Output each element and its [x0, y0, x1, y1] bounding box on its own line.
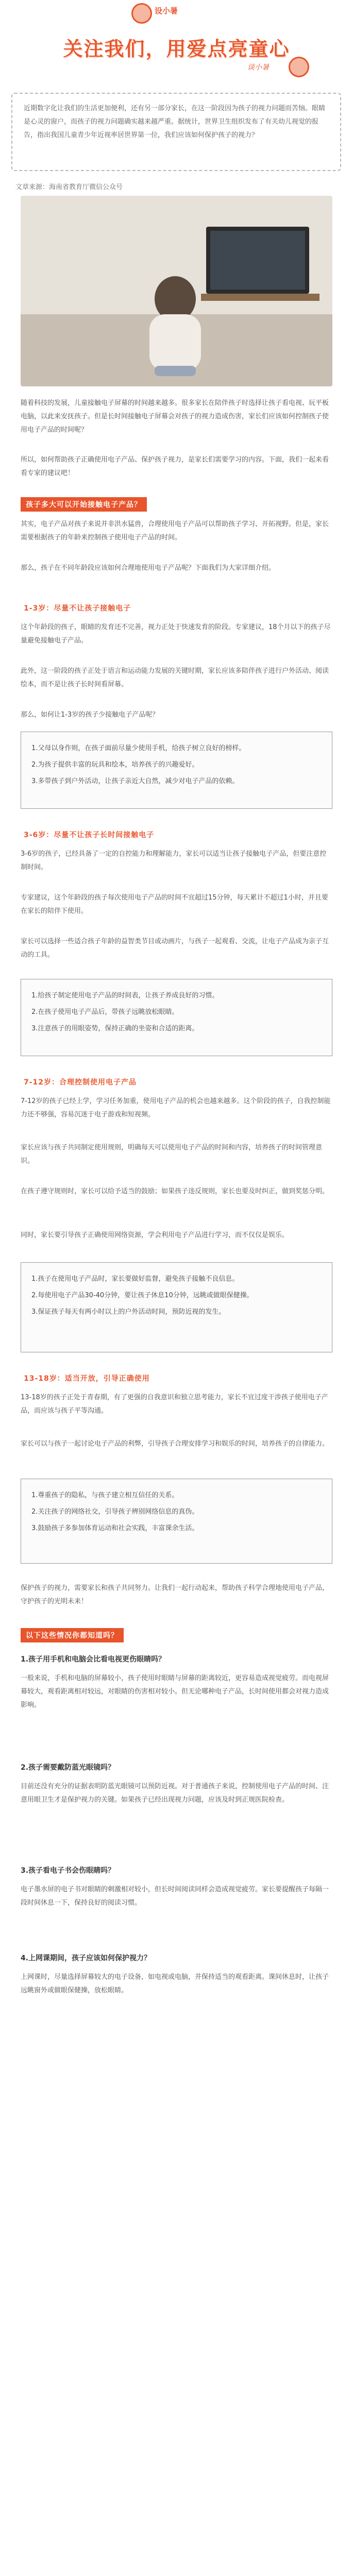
paragraph: 其实，电子产品对孩子来说并非洪水猛兽，合理使用电子产品可以帮助孩子学习、开拓视野。但是，家长需要根据孩子的年龄来控制孩子使用电子产品的时间。 [21, 520, 329, 541]
avatar [289, 57, 309, 77]
tip-item: 2.为孩子提供丰富的玩具和绘本，培养孩子的兴趣爱好。 [31, 761, 199, 769]
tip-item: 3.保证孩子每天有两小时以上的户外活动时间，预防近视的发生。 [31, 1308, 226, 1316]
avatar [131, 3, 152, 24]
paragraph: 那么，孩子在不同年龄段应该如何合理地使用电子产品呢？下面我们为大家详细介绍。 [21, 564, 276, 572]
tips-box [21, 1262, 332, 1352]
intro-box [11, 93, 341, 171]
faq-question: 2.孩子需要戴防蓝光眼镜吗？ [21, 1764, 115, 1772]
tips-box [21, 1479, 332, 1564]
header-banner [0, 0, 353, 108]
paragraph: 13-18岁的孩子正处于青春期，有了更强的自我意识和独立思考能力，家长不宜过度干涉孩子使用电子产品，而应该与孩子平等沟通。 [21, 1394, 328, 1415]
section-title: 3-6岁：尽量不让孩子长时间接触电子 [24, 831, 155, 839]
header-subtitle: 谈小暑 [247, 63, 269, 72]
faq-answer: 目前还没有充分的证据表明防蓝光眼镜可以预防近视。对于普通孩子来说，控制使用电子产品的时间、注意用眼卫生才是保护视力的关键。如果孩子已经出现视力问题，应该及时到正规医院检查。 [21, 1783, 329, 1804]
paragraph: 家长可以与孩子一起讨论电子产品的利弊，引导孩子合理安排学习和娱乐的时间，培养孩子的自律能力。 [21, 1440, 329, 1448]
paragraph: 随着科技的发展，儿童接触电子屏幕的时间越来越多。很多家长在陪伴孩子时选择让孩子看电视、玩平板电脑，以此来安抚孩子。但是长时间接触电子屏幕会对孩子的视力造成伤害，家长们应该如何控制孩子使用电子产品的时间呢？ [21, 399, 329, 434]
section-title: 1-3岁：尽量不让孩子接触电子 [24, 604, 131, 613]
paragraph: 这个年龄段的孩子，眼睛的发育还不完善，视力正处于快速发育的阶段。专家建议，18个月以下的孩子尽量避免接触电子产品。 [21, 623, 331, 645]
paragraph: 专家建议，这个年龄段的孩子每次使用电子产品的时间不宜超过15分钟，每天累计不超过1小时，并且要在家长的陪伴下使用。 [21, 894, 328, 915]
tip-item: 3.注意孩子的用眼姿势，保持正确的坐姿和合适的距离。 [31, 1025, 199, 1032]
closing-paragraph: 保护孩子的视力，需要家长和孩子共同努力。让我们一起行动起来，帮助孩子科学合理地使用电子产品，守护孩子的光明未来！ [21, 1584, 329, 1605]
tip-item: 3.多带孩子到户外活动，让孩子亲近大自然，减少对电子产品的依赖。 [31, 777, 239, 785]
tip-item: 3.鼓励孩子多参加体育运动和社会实践，丰富课余生活。 [31, 1524, 199, 1532]
child-watching-tv-photo [21, 196, 332, 386]
paragraph: 那么，如何让1-3岁的孩子少接触电子产品呢？ [21, 711, 159, 719]
tip-item: 2.关注孩子的网络社交，引导孩子辨别网络信息的真伪。 [31, 1508, 199, 1516]
faq-question: 3.孩子看电子书会伤眼睛吗？ [21, 1867, 115, 1875]
paragraph: 在孩子遵守规则时，家长可以给予适当的鼓励；如果孩子违反规则，家长也要及时纠正，做到奖惩分明。 [21, 1188, 329, 1195]
tips-box [21, 732, 332, 809]
tip-item: 1.给孩子制定使用电子产品的时间表，让孩子养成良好的习惯。 [31, 992, 219, 999]
paragraph: 3-6岁的孩子，已经具备了一定的自控能力和理解能力，家长可以适当让孩子接触电子产品，但要注意控制时间。 [21, 850, 327, 871]
faq-question: 4.上网课期间，孩子应该如何保护视力？ [21, 1954, 152, 1962]
tip-item: 2.每使用电子产品30-40分钟，要让孩子休息10分钟，远眺或做眼保健操。 [31, 1292, 254, 1299]
header-label: 设小暑 [155, 6, 178, 15]
tip-item: 1.尊重孩子的隐私，与孩子建立相互信任的关系。 [31, 1492, 179, 1499]
paragraph: 家长应该与孩子共同制定使用规则，明确每天可以使用电子产品的时间和内容，培养孩子的时间管理意识。 [21, 1144, 323, 1165]
header-title: 关注我们，用爱点亮童心 [63, 38, 290, 60]
paragraph: 家长可以选择一些适合孩子年龄的益智类节目或动画片，与孩子一起观看、交流，让电子产品成为亲子互动的工具。 [21, 938, 329, 959]
paragraph: 7-12岁的孩子已经上学，学习任务加重，使用电子产品的机会也越来越多。这个阶段的孩子，自我控制能力还不够强，容易沉迷于电子游戏和短视频。 [21, 1097, 331, 1118]
section-title: 13-18岁：适当开放，引导正确使用 [24, 1375, 150, 1383]
faq-heading: 以下这些情况你都知道吗？ [21, 1628, 124, 1642]
faq-question: 1.孩子用手机和电脑会比看电视更伤眼睛吗？ [21, 1655, 166, 1664]
faq-answer: 一般来说，手机和电脑的屏幕较小，孩子使用时眼睛与屏幕的距离较近，更容易造成视觉疲劳。而电视屏幕较大，观看距离相对较远，对眼睛的伤害相对较小。但无论哪种电子产品，长时间使用都会对视力造成影响。 [21, 1674, 329, 1709]
tip-item: 2.在孩子使用电子产品后，带孩子远眺放松眼睛。 [31, 1008, 179, 1016]
paragraph: 此外，这一阶段的孩子正处于语言和运动能力发展的关键时期，家长应该多陪伴孩子进行户外活动、阅读绘本，而不是让孩子长时间看屏幕。 [21, 667, 329, 688]
section-title: 7-12岁：合理控制使用电子产品 [24, 1078, 137, 1087]
article-source: 文章来源：海南省教育厅微信公众号 [15, 183, 123, 191]
faq-answer: 上网课时，尽量选择屏幕较大的电子设备，如电视或电脑，并保持适当的观看距离。课间休息时，让孩子远眺窗外或做眼保健操，放松眼睛。 [21, 1973, 329, 1994]
tip-item: 1.父母以身作则，在孩子面前尽量少使用手机，给孩子树立良好的榜样。 [31, 744, 246, 752]
faq-answer: 电子墨水屏的电子书对眼睛的刺激相对较小，但长时间阅读同样会造成视觉疲劳。家长要提醒孩子每隔一段时间休息一下，保持良好的阅读习惯。 [21, 1886, 329, 1907]
paragraph: 同时，家长要引导孩子正确使用网络资源，学会利用电子产品进行学习，而不仅仅是娱乐。 [21, 1231, 289, 1239]
tips-box [21, 979, 332, 1056]
tip-item: 1.孩子在使用电子产品时，家长要做好监督，避免孩子接触不良信息。 [31, 1275, 239, 1283]
paragraph: 所以，如何帮助孩子正确使用电子产品、保护孩子视力，是家长们需要学习的内容。下面，我们一起来看看专家的建议吧！ [21, 456, 329, 477]
section-heading: 孩子多大可以开始接触电子产品？ [21, 497, 147, 512]
intro-text: 近期数字化让我们的生活更加便利，还有另一部分家长，在这一阶段因为孩子的视力问题而苦恼。眼睛是心灵的窗户，而孩子的视力问题确实越来越严重。据统计，世界卫生组织发布了有关幼儿视觉的报告，指出我国儿童青少年近视率居世界第一位，我们应该如何保护孩子的视力？ [24, 105, 326, 139]
photo-illustration [21, 196, 332, 386]
